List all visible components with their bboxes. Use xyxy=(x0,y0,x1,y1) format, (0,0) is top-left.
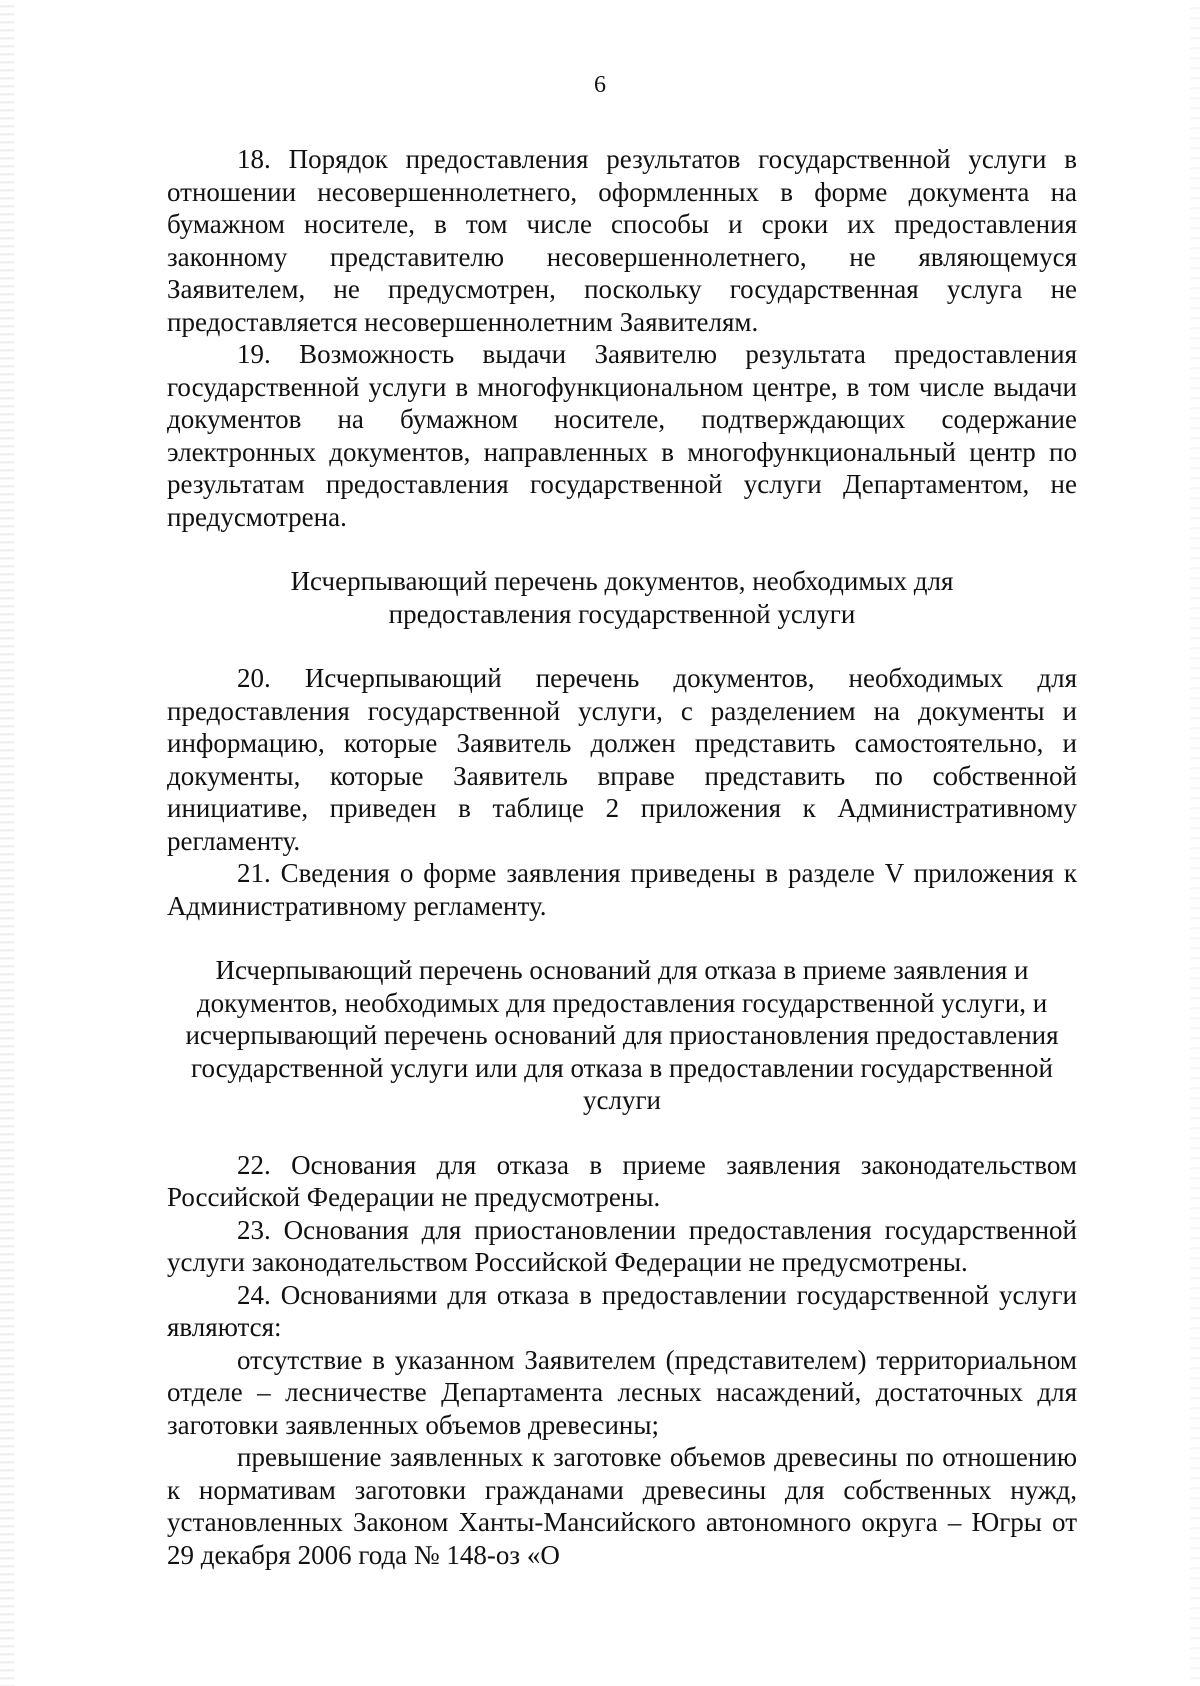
paragraph-23: 23. Основания для приостановлении предоставления государственной услуги законодательством Российской Федерации не предусмотрены. xyxy=(167,1214,1077,1277)
spacer xyxy=(167,922,1077,954)
paragraph-24-item-1: отсутствие в указанном Заявителем (представителем) территориальном отделе – лесничестве Департамента лесных насаждений, достаточных для заготовки заявленных объемов древесины; xyxy=(167,1344,1077,1440)
paragraph-22: 22. Основания для отказа в приеме заявления законодательством Российской Федерации не предусмотрены. xyxy=(167,1149,1077,1212)
section-heading-refusal: Исчерпывающий перечень оснований для отказа в приеме заявления и документов, необходимых для предоставления государственной услуги, и исчерпывающий перечень оснований для приостановления предоставления государственной услуги или для отказа в предоставлении государственной услуги xyxy=(185,955,1059,1115)
paragraph-19: 19. Возможность выдачи Заявителю результата предоставления государственной услуги в многофункциональном центре, в том числе выдачи документов на бумажном носителе, подтверждающих содержание электронных документов, направленных в многофункциональный центр по результатам предоставления государственной услуги Департаментом, не предусмотрена. xyxy=(167,339,1077,532)
document-body xyxy=(167,143,1077,1571)
section-heading-documents: Исчерпывающий перечень документов, необходимых для предоставления государственной услуги xyxy=(290,566,954,629)
paragraph-20: 20. Исчерпывающий перечень документов, необходимых для предоставления государственной услуги, с разделением на документы и информацию, которые Заявитель должен представить самостоятельно, и документы, которые Заявитель вправе представить по собственной инициативе, приведен в таблице 2 приложения к Административному регламенту. xyxy=(167,663,1077,856)
spacer xyxy=(167,533,1077,565)
spacer xyxy=(167,1117,1077,1149)
paragraph-21: 21. Сведения о форме заявления приведены в разделе V приложения к Административному регламенту. xyxy=(167,858,1077,921)
paragraph-24-item-2: превышение заявленных к заготовке объемов древесины по отношению к нормативам заготовки гражданами древесины для собственных нужд, установленных Законом Ханты-Мансийского автономного округа – Югры от 29 декабря 2006 года № 148-оз «О xyxy=(167,1442,1077,1570)
paragraph-18: 18. Порядок предоставления результатов государственной услуги в отношении несовершеннолетнего, оформленных в форме документа на бумажном носителе, в том числе способы и сроки их предоставления законному представителю несовершеннолетнего, не являющемуся Заявителем, не предусмотрен, поскольку государственная услуга не предоставляется несовершеннолетним Заявителям. xyxy=(167,144,1077,337)
spacer xyxy=(167,630,1077,662)
paragraph-24: 24. Основаниями для отказа в предоставлении государственной услуги являются: xyxy=(167,1279,1077,1342)
scan-edge-left xyxy=(0,0,14,1686)
scan-edge-right xyxy=(1190,0,1200,1686)
page-number: 6 xyxy=(594,72,606,98)
